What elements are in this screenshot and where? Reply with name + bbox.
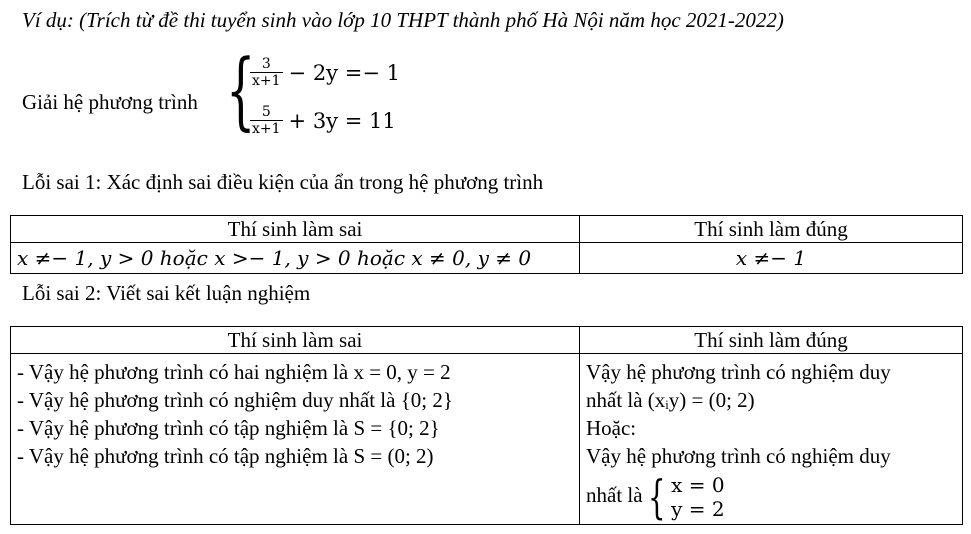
right-line-5 bbox=[586, 470, 956, 525]
error-1-title: Lỗi sai 1: Xác định sai điều kiện của ẩn trong hệ phương trình bbox=[22, 170, 544, 194]
wrong-line-3: - Vậy hệ phương trình có tập nghiệm là S = {0; 2} bbox=[17, 416, 440, 440]
right-line-3: Hoặc: bbox=[586, 416, 637, 440]
fraction-2-den: x+1 bbox=[252, 121, 281, 137]
right-line-5-prefix: nhất là bbox=[586, 483, 643, 507]
wrong-line-1: - Vậy hệ phương trình có hai nghiệm là x = 0, y = 2 bbox=[17, 360, 451, 384]
right-line-4: Vậy hệ phương trình có nghiệm duy bbox=[586, 444, 891, 468]
solution-x: x = 0 bbox=[671, 473, 725, 498]
error-1-header-right: Thí sinh làm đúng bbox=[580, 216, 963, 243]
error-2-header-wrong: Thí sinh làm sai bbox=[11, 327, 580, 354]
equation-1 bbox=[250, 56, 400, 89]
equation-1-rest: − 2y =− 1 bbox=[288, 60, 400, 85]
solution-y: y = 2 bbox=[671, 497, 725, 522]
equation-2 bbox=[250, 104, 396, 137]
system-brace: { bbox=[226, 41, 256, 139]
fraction-1-num: 3 bbox=[261, 56, 271, 72]
error-2-header-right: Thí sinh làm đúng bbox=[580, 327, 963, 354]
intro-text: Ví dụ: (Trích từ đề thi tuyển sinh vào lớp 10 THPT thành phố Hà Nội năm học 2021-2022) bbox=[22, 8, 784, 32]
error-2-title: Lỗi sai 2: Viết sai kết luận nghiệm bbox=[22, 281, 311, 305]
wrong-line-2: - Vậy hệ phương trình có nghiệm duy nhất là {0; 2} bbox=[17, 388, 453, 412]
fraction-2-num: 5 bbox=[261, 104, 271, 120]
solution-brace: { bbox=[647, 470, 666, 525]
error-2-right-cell bbox=[580, 354, 963, 525]
fraction-1 bbox=[250, 56, 283, 89]
problem-label: Giải hệ phương trình bbox=[22, 90, 198, 114]
fraction-1-den: x+1 bbox=[252, 73, 281, 89]
wrong-line-4: - Vậy hệ phương trình có tập nghiệm là S = (0; 2) bbox=[17, 444, 434, 468]
equation-2-rest: + 3y = 11 bbox=[288, 108, 396, 133]
error-1-wrong-cell: x ≠− 1, y > 0 hoặc x >− 1, y > 0 hoặc x ≠ 0, y ≠ 0 bbox=[11, 243, 580, 274]
right-line-2: nhất là (xᵢy) = (0; 2) bbox=[586, 388, 755, 412]
right-line-1: Vậy hệ phương trình có nghiệm duy bbox=[586, 360, 891, 384]
error-2-wrong-cell bbox=[11, 354, 580, 525]
error-2-table bbox=[10, 326, 963, 525]
fraction-2 bbox=[250, 104, 283, 137]
error-1-right-cell: x ≠− 1 bbox=[580, 243, 963, 274]
solution-system bbox=[671, 473, 725, 521]
error-1-header-wrong: Thí sinh làm sai bbox=[11, 216, 580, 243]
error-1-table bbox=[10, 215, 963, 274]
